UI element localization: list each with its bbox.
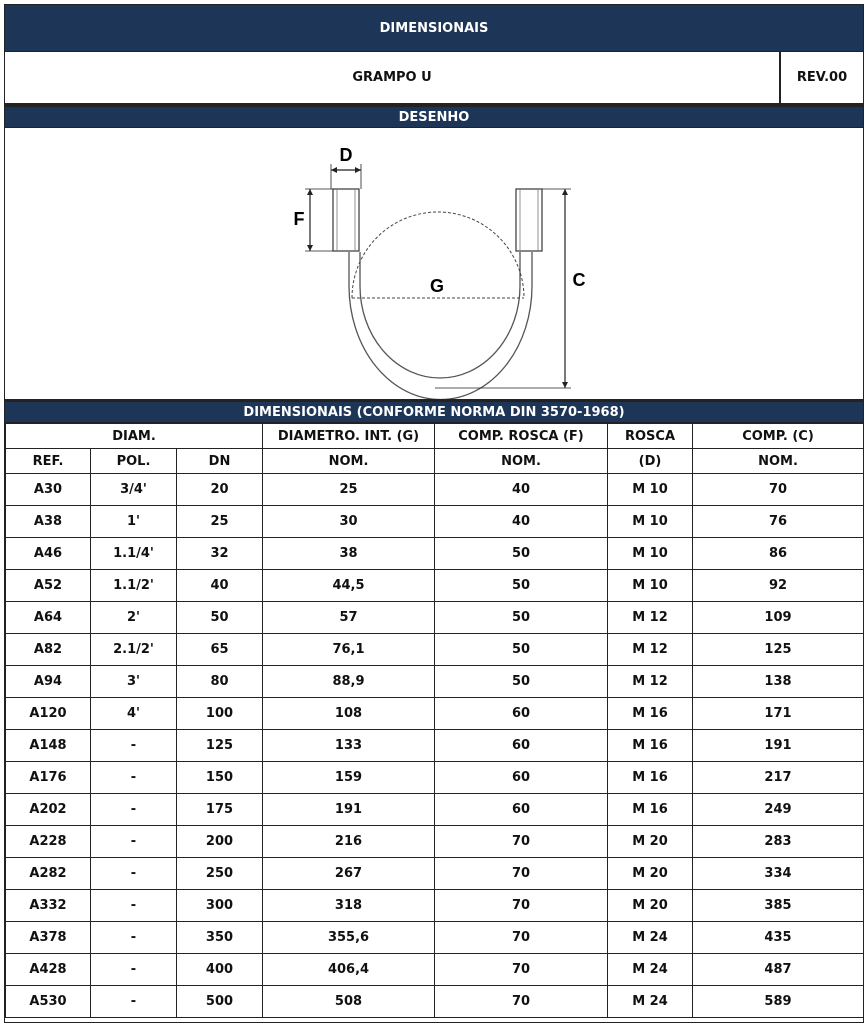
cell-comp: 589 bbox=[693, 986, 864, 1018]
cell-pol: 1.1/2' bbox=[91, 570, 177, 602]
cell-comp-rosca: 60 bbox=[435, 794, 608, 826]
cell-dn: 25 bbox=[177, 506, 263, 538]
cell-ref: A428 bbox=[6, 954, 91, 986]
cell-pol: 4' bbox=[91, 698, 177, 730]
label-f: F bbox=[293, 209, 305, 229]
u-bolt-inner-outline bbox=[360, 252, 520, 378]
cell-pol: 2.1/2' bbox=[91, 634, 177, 666]
cell-diametro: 508 bbox=[263, 986, 435, 1018]
cell-comp: 92 bbox=[693, 570, 864, 602]
cell-rosca: M 20 bbox=[608, 826, 693, 858]
header-rosca: ROSCA bbox=[608, 424, 693, 449]
table-row bbox=[6, 986, 864, 1018]
cell-comp: 138 bbox=[693, 666, 864, 698]
cell-pol: - bbox=[91, 794, 177, 826]
cell-comp: 435 bbox=[693, 922, 864, 954]
table-title: DIMENSIONAIS (CONFORME NORMA DIN 3570-1968) bbox=[5, 399, 863, 423]
cell-dn: 150 bbox=[177, 762, 263, 794]
cell-ref: A94 bbox=[6, 666, 91, 698]
cell-comp-rosca: 60 bbox=[435, 762, 608, 794]
cell-comp: 385 bbox=[693, 890, 864, 922]
cell-diametro: 88,9 bbox=[263, 666, 435, 698]
cell-diametro: 133 bbox=[263, 730, 435, 762]
cell-pol: 3' bbox=[91, 666, 177, 698]
cell-pol: 1' bbox=[91, 506, 177, 538]
cell-rosca: M 24 bbox=[608, 986, 693, 1018]
cell-comp-rosca: 70 bbox=[435, 922, 608, 954]
cell-ref: A378 bbox=[6, 922, 91, 954]
cell-dn: 20 bbox=[177, 474, 263, 506]
cell-dn: 175 bbox=[177, 794, 263, 826]
cell-pol: - bbox=[91, 954, 177, 986]
cell-comp-rosca: 50 bbox=[435, 570, 608, 602]
cell-rosca: M 10 bbox=[608, 538, 693, 570]
cell-ref: A332 bbox=[6, 890, 91, 922]
label-c: C bbox=[572, 270, 586, 290]
cell-diametro: 76,1 bbox=[263, 634, 435, 666]
cell-ref: A120 bbox=[6, 698, 91, 730]
table-row bbox=[6, 762, 864, 794]
cell-dn: 500 bbox=[177, 986, 263, 1018]
u-bolt-diagram bbox=[5, 128, 863, 399]
cell-comp-rosca: 70 bbox=[435, 986, 608, 1018]
cell-pol: 1.1/4' bbox=[91, 538, 177, 570]
cell-dn: 100 bbox=[177, 698, 263, 730]
cell-comp-rosca: 60 bbox=[435, 698, 608, 730]
cell-comp-rosca: 70 bbox=[435, 858, 608, 890]
cell-dn: 250 bbox=[177, 858, 263, 890]
cell-diametro: 216 bbox=[263, 826, 435, 858]
cell-comp: 249 bbox=[693, 794, 864, 826]
header-diam: DIAM. bbox=[6, 424, 263, 449]
u-bolt-drawing bbox=[5, 128, 863, 399]
cell-diametro: 191 bbox=[263, 794, 435, 826]
table-row bbox=[6, 506, 864, 538]
cell-dn: 80 bbox=[177, 666, 263, 698]
cell-ref: A46 bbox=[6, 538, 91, 570]
cell-ref: A530 bbox=[6, 986, 91, 1018]
table-row bbox=[6, 794, 864, 826]
cell-rosca: M 12 bbox=[608, 634, 693, 666]
table-row bbox=[6, 826, 864, 858]
cell-dn: 125 bbox=[177, 730, 263, 762]
cell-comp: 109 bbox=[693, 602, 864, 634]
cell-comp-rosca: 50 bbox=[435, 538, 608, 570]
header-comp: COMP. (C) bbox=[693, 424, 864, 449]
cell-comp: 334 bbox=[693, 858, 864, 890]
header-d: (D) bbox=[608, 449, 693, 474]
header-nom-g: NOM. bbox=[263, 449, 435, 474]
cell-pol: - bbox=[91, 986, 177, 1018]
cell-diametro: 57 bbox=[263, 602, 435, 634]
cell-comp-rosca: 60 bbox=[435, 730, 608, 762]
header-diametro: DIAMETRO. INT. (G) bbox=[263, 424, 435, 449]
cell-diametro: 30 bbox=[263, 506, 435, 538]
cell-dn: 200 bbox=[177, 826, 263, 858]
cell-ref: A52 bbox=[6, 570, 91, 602]
cell-dn: 32 bbox=[177, 538, 263, 570]
cell-rosca: M 12 bbox=[608, 602, 693, 634]
table-body bbox=[6, 474, 864, 1018]
page-title: DIMENSIONAIS bbox=[5, 5, 863, 52]
label-d: D bbox=[339, 145, 353, 165]
cell-diametro: 44,5 bbox=[263, 570, 435, 602]
cell-ref: A64 bbox=[6, 602, 91, 634]
table-row bbox=[6, 570, 864, 602]
cell-comp: 125 bbox=[693, 634, 864, 666]
cell-comp-rosca: 50 bbox=[435, 634, 608, 666]
cell-dn: 40 bbox=[177, 570, 263, 602]
cell-rosca: M 12 bbox=[608, 666, 693, 698]
cell-dn: 50 bbox=[177, 602, 263, 634]
cell-comp-rosca: 70 bbox=[435, 954, 608, 986]
table-row bbox=[6, 666, 864, 698]
cell-comp-rosca: 70 bbox=[435, 826, 608, 858]
cell-ref: A176 bbox=[6, 762, 91, 794]
cell-pol: - bbox=[91, 922, 177, 954]
cell-comp: 76 bbox=[693, 506, 864, 538]
cell-pol: 3/4' bbox=[91, 474, 177, 506]
cell-diametro: 355,6 bbox=[263, 922, 435, 954]
cell-rosca: M 16 bbox=[608, 762, 693, 794]
cell-rosca: M 20 bbox=[608, 858, 693, 890]
cell-comp: 86 bbox=[693, 538, 864, 570]
cell-diametro: 159 bbox=[263, 762, 435, 794]
table-row bbox=[6, 922, 864, 954]
cell-pol: - bbox=[91, 762, 177, 794]
cell-diametro: 38 bbox=[263, 538, 435, 570]
product-row bbox=[5, 52, 863, 104]
table-row bbox=[6, 890, 864, 922]
cell-dn: 400 bbox=[177, 954, 263, 986]
cell-comp-rosca: 40 bbox=[435, 506, 608, 538]
cell-comp: 191 bbox=[693, 730, 864, 762]
cell-diametro: 108 bbox=[263, 698, 435, 730]
header-ref: REF. bbox=[6, 449, 91, 474]
cell-rosca: M 20 bbox=[608, 890, 693, 922]
cell-pol: 2' bbox=[91, 602, 177, 634]
header-pol: POL. bbox=[91, 449, 177, 474]
cell-diametro: 406,4 bbox=[263, 954, 435, 986]
cell-comp: 70 bbox=[693, 474, 864, 506]
cell-rosca: M 10 bbox=[608, 570, 693, 602]
spec-sheet bbox=[4, 4, 864, 1023]
cell-pol: - bbox=[91, 890, 177, 922]
cell-pol: - bbox=[91, 858, 177, 890]
cell-rosca: M 10 bbox=[608, 506, 693, 538]
cell-rosca: M 10 bbox=[608, 474, 693, 506]
cell-comp-rosca: 40 bbox=[435, 474, 608, 506]
cell-ref: A38 bbox=[6, 506, 91, 538]
cell-rosca: M 24 bbox=[608, 954, 693, 986]
cell-rosca: M 24 bbox=[608, 922, 693, 954]
cell-dn: 350 bbox=[177, 922, 263, 954]
table-row bbox=[6, 538, 864, 570]
cell-comp-rosca: 50 bbox=[435, 602, 608, 634]
cell-rosca: M 16 bbox=[608, 730, 693, 762]
table-row bbox=[6, 602, 864, 634]
cell-comp: 487 bbox=[693, 954, 864, 986]
cell-dn: 65 bbox=[177, 634, 263, 666]
cell-comp: 217 bbox=[693, 762, 864, 794]
label-g: G bbox=[429, 276, 445, 296]
cell-ref: A282 bbox=[6, 858, 91, 890]
table-row bbox=[6, 474, 864, 506]
cell-comp-rosca: 50 bbox=[435, 666, 608, 698]
header-dn: DN bbox=[177, 449, 263, 474]
header-nom-f: NOM. bbox=[435, 449, 608, 474]
header-comp-rosca: COMP. ROSCA (F) bbox=[435, 424, 608, 449]
revision-label: REV.00 bbox=[796, 70, 848, 85]
cell-pol: - bbox=[91, 826, 177, 858]
cell-ref: A202 bbox=[6, 794, 91, 826]
table-row bbox=[6, 858, 864, 890]
dimensions-table bbox=[5, 423, 864, 1018]
table-row bbox=[6, 634, 864, 666]
drawing-title: DESENHO bbox=[5, 104, 863, 128]
cell-dn: 300 bbox=[177, 890, 263, 922]
cell-diametro: 267 bbox=[263, 858, 435, 890]
cell-ref: A228 bbox=[6, 826, 91, 858]
product-name: GRAMPO U bbox=[5, 52, 781, 103]
cell-comp-rosca: 70 bbox=[435, 890, 608, 922]
table-row bbox=[6, 954, 864, 986]
header-nom-c: NOM. bbox=[693, 449, 864, 474]
cell-diametro: 318 bbox=[263, 890, 435, 922]
cell-comp: 171 bbox=[693, 698, 864, 730]
table-row bbox=[6, 698, 864, 730]
cell-pol: - bbox=[91, 730, 177, 762]
cell-rosca: M 16 bbox=[608, 698, 693, 730]
u-bolt-outer-outline bbox=[349, 252, 532, 399]
cell-ref: A82 bbox=[6, 634, 91, 666]
cell-ref: A148 bbox=[6, 730, 91, 762]
cell-ref: A30 bbox=[6, 474, 91, 506]
table-row bbox=[6, 730, 864, 762]
cell-comp: 283 bbox=[693, 826, 864, 858]
cell-diametro: 25 bbox=[263, 474, 435, 506]
cell-rosca: M 16 bbox=[608, 794, 693, 826]
